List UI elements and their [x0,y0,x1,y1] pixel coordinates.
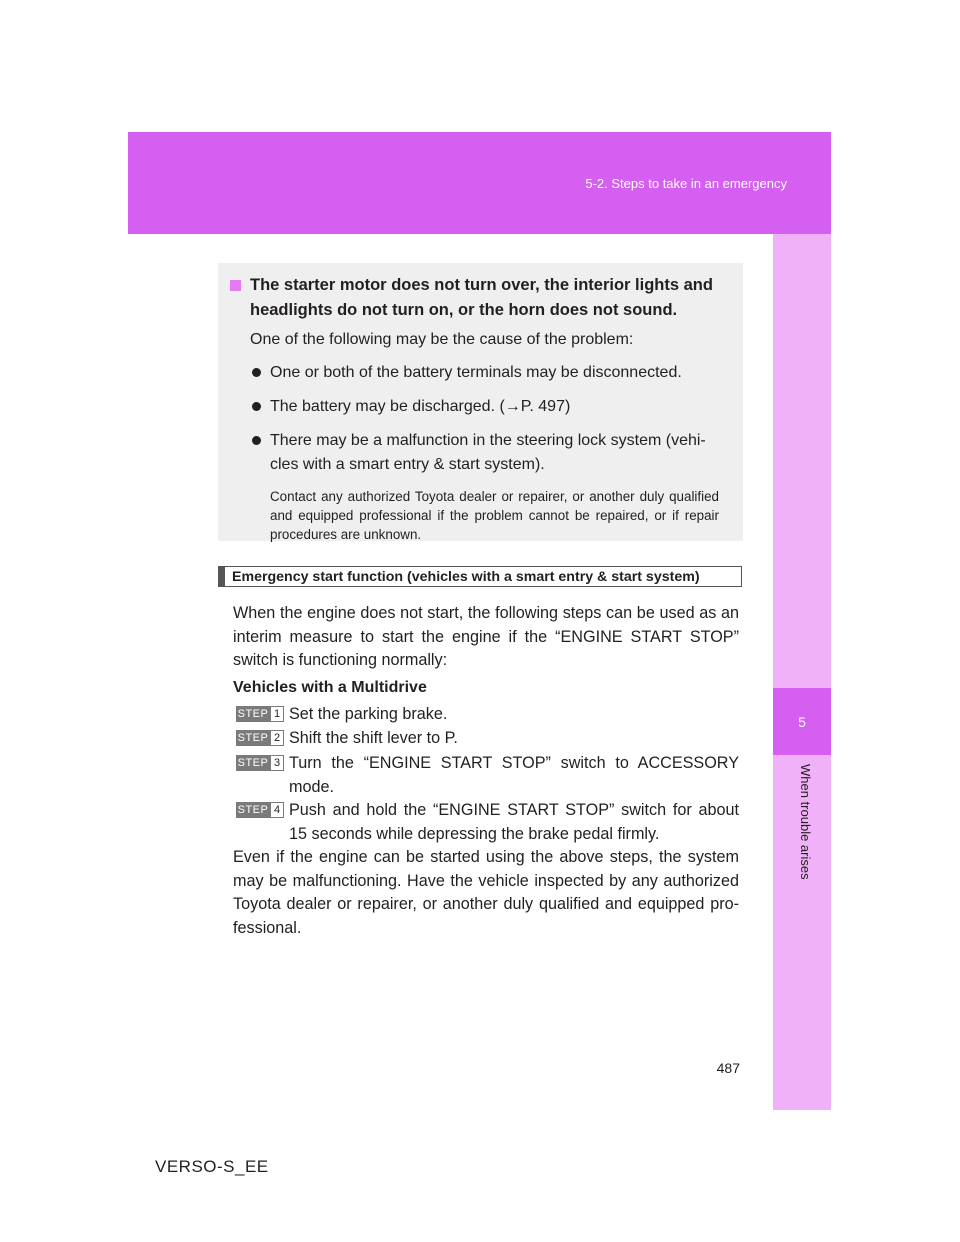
step-label: STEP [237,804,269,816]
chapter-side-tab[interactable] [773,234,831,1110]
step-1 [236,703,739,727]
section-heading-bar [222,566,742,587]
section-title: 5-2. Steps to take in an emergency [585,176,787,191]
step-label: STEP [237,708,269,720]
step-2 [236,727,739,751]
step-text: Set the parking brake. [289,705,448,723]
closing-paragraph: Even if the engine can be started using the above steps, the system may be malfunctioning. Have the vehicle inspected by any authorized Toyota dealer or repairer, or another duly qualified and equipped pro-fessional. [233,848,739,937]
info-intro: One of the following may be the cause of the problem: [250,331,634,348]
list-item [252,361,719,385]
info-heading [230,273,719,323]
step-3 [236,752,739,799]
square-bullet-icon [230,280,241,291]
step-label: STEP [237,732,269,744]
section-intro: When the engine does not start, the following steps can be used as an interim measure to start the engine if the “ENGINE START STOP” switch is functioning normally: [233,604,739,669]
step-number: 4 [270,802,284,818]
step-4 [236,799,739,846]
step-number: 3 [270,755,284,771]
step-badge [236,802,285,818]
page-number: 487 [716,1060,740,1076]
step-badge [236,755,285,771]
info-note: Contact any authorized Toyota dealer or repairer, or another duly qualified and equipped professional if the problem cannot be repaired, or if repair procedures are unknown. [270,489,719,542]
step-text: Shift the shift lever to P. [289,729,458,747]
list-item-text: The battery may be discharged. (→P. 497) [270,398,571,415]
info-box [218,263,743,541]
bullet-dot-icon [252,368,261,377]
chapter-label: When trouble arises [798,764,813,880]
step-text: Push and hold the “ENGINE START STOP” switch for about 15 seconds while depressing the brake pedal firmly. [289,801,739,843]
list-item [252,395,719,419]
list-item-text: There may be a malfunction in the steering lock system (vehi-cles with a smart entry & start system). [270,432,706,473]
step-badge [236,706,285,722]
info-heading-text: The starter motor does not turn over, the interior lights and headlights do not turn on, or the horn does not sound. [250,276,713,319]
bullet-dot-icon [252,436,261,445]
subheading: Vehicles with a Multidrive [233,679,427,696]
chapter-number: 5 [773,688,831,755]
step-number: 2 [270,730,284,746]
list-item-text: One or both of the battery terminals may be disconnected. [270,364,682,381]
header-band [128,132,831,234]
step-badge [236,730,285,746]
step-label: STEP [237,757,269,769]
step-text: Turn the “ENGINE START STOP” switch to ACCESSORY mode. [289,754,739,796]
document-code: VERSO-S_EE [155,1157,269,1176]
bullet-dot-icon [252,402,261,411]
step-number: 1 [270,706,284,722]
list-item [252,429,719,477]
section-heading: Emergency start function (vehicles with a smart entry & start system) [232,568,700,585]
